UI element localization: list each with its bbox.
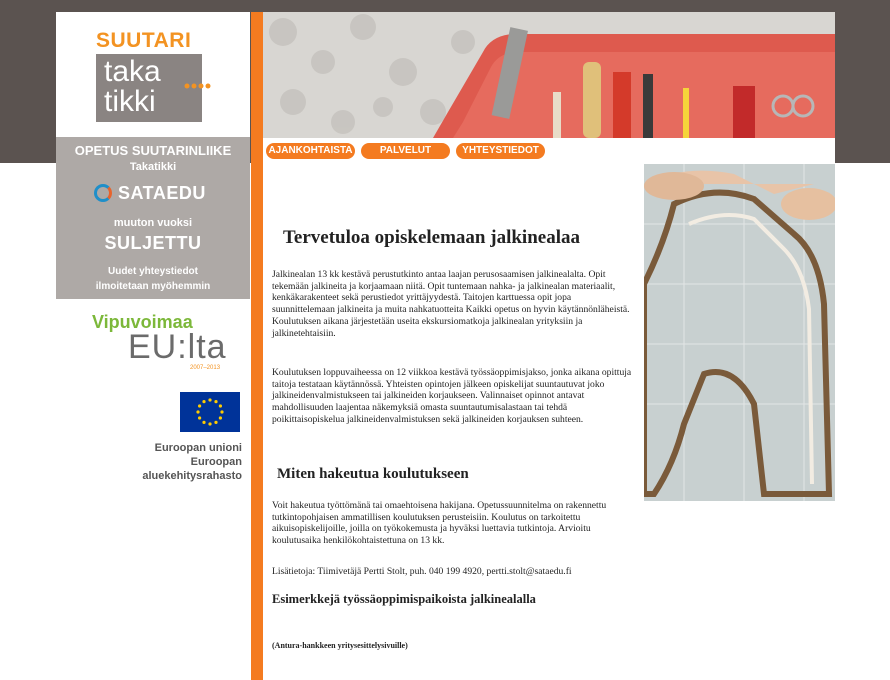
vipu-years: 2007–2013 — [190, 365, 221, 371]
eu-text — [90, 441, 242, 483]
logo[interactable] — [56, 12, 250, 137]
closed-notice-panel — [56, 137, 250, 299]
nav-ajankohtaista[interactable]: AJANKOHTAISTA — [266, 143, 355, 159]
eu-flag-icon — [180, 392, 240, 432]
panel-subtitle: Takatikki — [129, 161, 177, 173]
panel-reason: muuton vuoksi — [113, 217, 193, 229]
main-nav — [263, 138, 835, 164]
eu-text-line1: Euroopan unioni — [154, 442, 242, 454]
orange-divider — [251, 12, 263, 680]
panel-closed: SULJETTU — [104, 233, 202, 253]
section-heading-examples: Esimerkkejä työssäoppimispaikoista jalkinealalla — [272, 592, 536, 606]
sataedu-text: SATAEDU — [118, 183, 206, 203]
logo-box — [96, 54, 202, 122]
logo-line2: tikki — [104, 85, 156, 118]
section-heading-apply: Miten hakeutua koulutukseen — [277, 466, 469, 482]
nav-yhteystiedot[interactable]: YHTEYSTIEDOT — [456, 143, 545, 159]
panel-note — [56, 264, 250, 294]
intro-paragraph: Jalkinealan 13 kk kestävä perustutkinto antaa laajan perusosaamisen jalkinealalta. Opit tekemään jalkineita ja korjaamaan niitä. Opit tuntemaan nahka- ja jalkinealan materiaalit, kenkäkarakenteet sekä perustiedot yrittäjyydestä. Taitojen karttuessa opit jopa suunnittelemaan jalkineita ja muita nahkatuotteita Kaikki opetus on hyvin käytännönläheistä. Koulutuksen aikana järjestetään useita ekskursiomatkoja jalkinealan yrityksiin ja jalkinetehtaisiin. — [272, 269, 630, 339]
sidebar — [56, 12, 250, 680]
panel-title: OPETUS SUUTARINLIIKE — [74, 143, 232, 158]
vipu-title: Vipuvoimaa — [92, 312, 193, 332]
vipu-eu: EU:lta — [128, 328, 227, 366]
logo-line1: taka — [104, 55, 161, 88]
training-paragraph: Koulutuksen loppuvaiheessa on 12 viikkoa kestävä työssäoppimisjakso, jonka aikana opittuja taitoja testataan käytännössä. Yhteisten opintojen jälkeen opiskelijat suuntautuvat joko jalkineidenvalmistukseen tai jalkineiden korjaukseen. Valinnaiset opinnot antavat mahdollisuuden laajentaa näkemyksiä omasta suuntautumisalastaan tai tehdä poikittaisopiskelua jalkineidenvalmistuksen sekä jalkineiden korjauksen suhteen. — [272, 367, 632, 425]
logo-title: SUUTARI — [96, 29, 192, 52]
apply-paragraph: Voit hakeutua työttömänä tai omaehtoisena hakijana. Opetussuunnitelma on rakennettu tutkintopohjaisen ammatillisen koulutuksen perusteisiin. Koulutus on tarkoitettu aikuisopiskelijoille, joilla on työkokemusta ja hyväksi luettavia tutkintoja. Arvioitu koulutusaika henkilökohtaistettuna on 13 kk. — [272, 500, 607, 547]
sataedu-swirl-icon — [94, 184, 112, 202]
page-title: Tervetuloa opiskelemaan jalkinealaa — [283, 227, 580, 248]
logo-dash-icon — [184, 82, 214, 90]
shoe-pattern-photo — [644, 164, 835, 501]
panel-note-line1: Uudet yhteystiedot — [107, 266, 198, 277]
panel-note-line2: ilmoitetaan myöhemmin — [95, 281, 211, 292]
antura-link[interactable]: (Antura-hankkeen yritysesittelysivuille) — [272, 641, 408, 650]
header-tools-image — [263, 12, 835, 138]
contact-info: Lisätietoja: Tiimivetäjä Pertti Stolt, puh. 040 199 4920, pertti.stolt@sataedu.fi — [272, 566, 572, 577]
nav-palvelut[interactable]: PALVELUT — [361, 143, 450, 159]
eu-text-line2: Euroopan aluekehitysrahasto — [142, 456, 242, 482]
